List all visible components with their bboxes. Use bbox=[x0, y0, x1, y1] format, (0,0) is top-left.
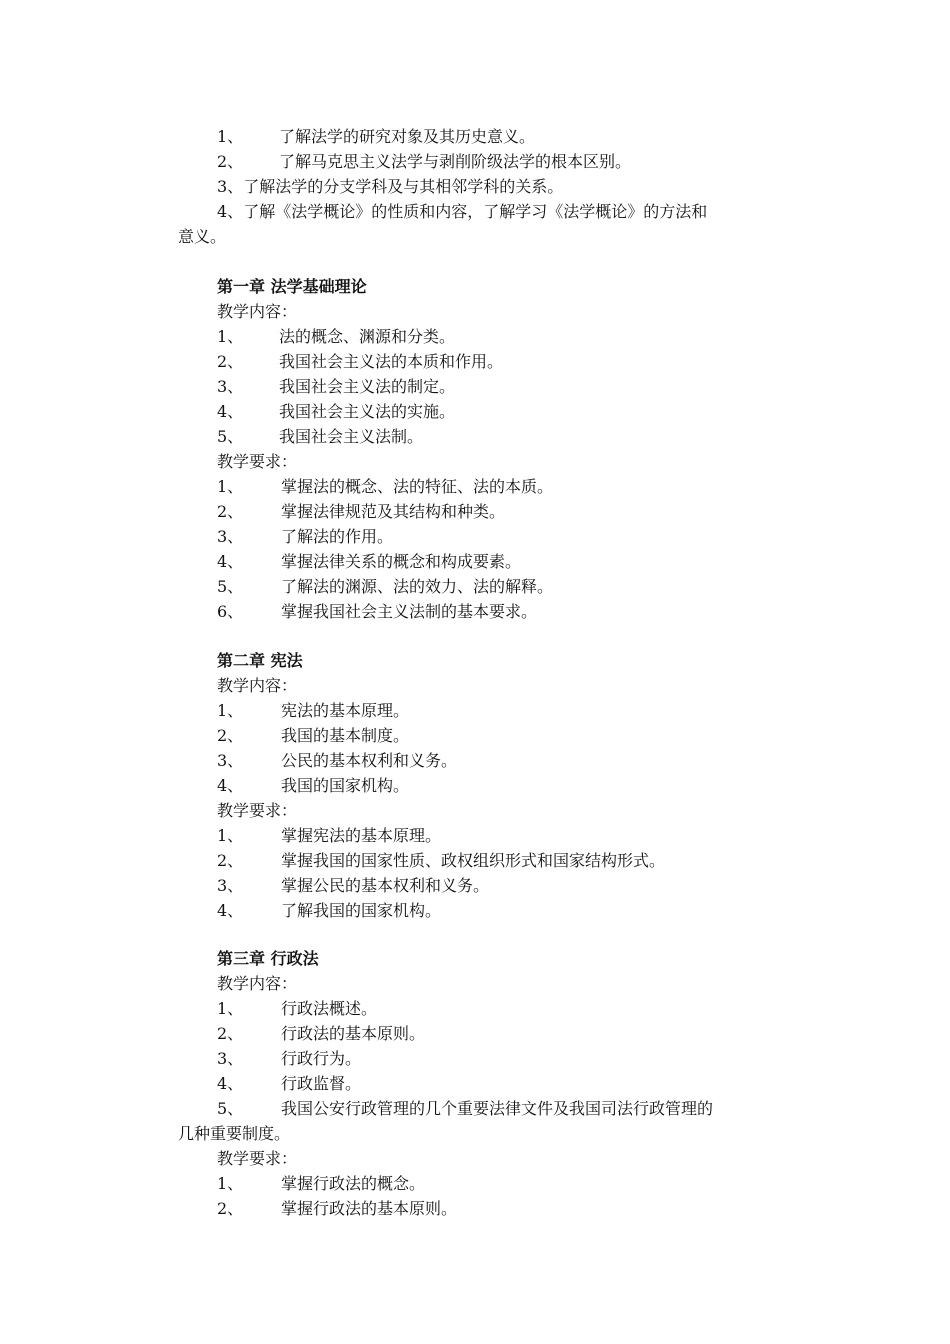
item-number: 4、 bbox=[217, 901, 244, 920]
list-item-continuation: 意义。 bbox=[178, 227, 227, 246]
section-label: 教学内容： bbox=[217, 974, 298, 993]
item-number: 6、 bbox=[217, 602, 244, 621]
list-item bbox=[178, 898, 818, 923]
item-number: 2、 bbox=[217, 352, 244, 371]
list-item bbox=[178, 823, 818, 848]
section-label: 教学要求： bbox=[217, 452, 298, 471]
chapter-title: 第一章 法学基础理论 bbox=[217, 277, 367, 296]
list-item bbox=[178, 698, 818, 723]
list-item bbox=[178, 549, 818, 574]
item-text: 掌握我国的国家性质、政权组织形式和国家结构形式。 bbox=[281, 851, 666, 870]
intro-section bbox=[178, 124, 818, 249]
item-text: 掌握法律规范及其结构和种类。 bbox=[281, 502, 506, 521]
item-text: 行政法概述。 bbox=[281, 999, 378, 1018]
list-item bbox=[178, 374, 818, 399]
list-item bbox=[178, 199, 818, 224]
item-number: 1、 bbox=[217, 701, 244, 720]
item-number: 4、 bbox=[217, 552, 244, 571]
item-number: 1、 bbox=[217, 327, 244, 346]
list-item bbox=[178, 124, 818, 149]
item-text: 了解法的作用。 bbox=[281, 527, 394, 546]
item-number: 2、 bbox=[217, 1199, 244, 1218]
item-text: 我国社会主义法制。 bbox=[279, 427, 424, 446]
chapter-title: 第三章 行政法 bbox=[217, 949, 319, 968]
item-number: 1、 bbox=[217, 1174, 244, 1193]
list-item bbox=[178, 524, 818, 549]
list-item bbox=[178, 1171, 818, 1196]
item-number: 3、 bbox=[217, 527, 244, 546]
list-item bbox=[178, 399, 818, 424]
item-number: 4、 bbox=[217, 776, 244, 795]
list-item bbox=[178, 1196, 818, 1221]
list-item bbox=[178, 1096, 818, 1121]
item-text: 掌握行政法的概念。 bbox=[281, 1174, 426, 1193]
item-text: 了解法学的分支学科及与其相邻学科的关系。 bbox=[243, 177, 564, 196]
item-number: 1、 bbox=[217, 477, 244, 496]
item-text: 宪法的基本原理。 bbox=[281, 701, 410, 720]
item-number: 3、 bbox=[217, 177, 244, 196]
chapter-2-section bbox=[178, 648, 818, 923]
list-item bbox=[178, 499, 818, 524]
item-text: 掌握行政法的基本原则。 bbox=[281, 1199, 458, 1218]
item-text: 掌握公民的基本权利和义务。 bbox=[281, 876, 490, 895]
section-label: 教学要求： bbox=[217, 1149, 298, 1168]
item-number: 5、 bbox=[217, 427, 244, 446]
item-number: 4、 bbox=[217, 1074, 244, 1093]
item-number: 5、 bbox=[217, 577, 244, 596]
item-text: 了解马克思主义法学与剥削阶级法学的根本区别。 bbox=[279, 152, 632, 171]
item-number: 1、 bbox=[217, 999, 244, 1018]
item-number: 2、 bbox=[217, 1024, 244, 1043]
list-item bbox=[178, 474, 818, 499]
list-item bbox=[178, 848, 818, 873]
item-text: 了解法的渊源、法的效力、法的解释。 bbox=[281, 577, 554, 596]
item-number: 1、 bbox=[217, 826, 244, 845]
list-item bbox=[178, 599, 818, 624]
item-text: 掌握我国社会主义法制的基本要求。 bbox=[281, 602, 538, 621]
list-item-continuation: 几种重要制度。 bbox=[178, 1124, 291, 1143]
chapter-3-section bbox=[178, 946, 818, 1221]
item-text: 掌握法的概念、法的特征、法的本质。 bbox=[281, 477, 554, 496]
item-number: 2、 bbox=[217, 152, 244, 171]
chapter-title: 第二章 宪法 bbox=[217, 651, 303, 670]
item-text: 掌握法律关系的概念和构成要素。 bbox=[281, 552, 522, 571]
item-number: 2、 bbox=[217, 851, 244, 870]
item-number: 1、 bbox=[217, 127, 244, 146]
list-item bbox=[178, 574, 818, 599]
item-number: 5、 bbox=[217, 1099, 244, 1118]
list-item bbox=[178, 149, 818, 174]
list-item bbox=[178, 1021, 818, 1046]
item-text: 法的概念、渊源和分类。 bbox=[279, 327, 456, 346]
item-text: 了解法学的研究对象及其历史意义。 bbox=[279, 127, 536, 146]
item-text: 我国社会主义法的制定。 bbox=[279, 377, 456, 396]
item-number: 4、 bbox=[217, 202, 244, 221]
list-item bbox=[178, 174, 818, 199]
section-label: 教学内容： bbox=[217, 676, 298, 695]
list-item bbox=[178, 773, 818, 798]
item-number: 3、 bbox=[217, 751, 244, 770]
list-item bbox=[178, 424, 818, 449]
section-label: 教学要求： bbox=[217, 801, 298, 820]
item-text: 我国公安行政管理的几个重要法律文件及我国司法行政管理的 bbox=[281, 1099, 714, 1118]
list-item bbox=[178, 996, 818, 1021]
list-item bbox=[178, 723, 818, 748]
item-text: 了解《法学概论》的性质和内容，了解学习《法学概论》的方法和 bbox=[243, 202, 708, 221]
item-number: 3、 bbox=[217, 876, 244, 895]
item-text: 我国的国家机构。 bbox=[281, 776, 410, 795]
item-number: 4、 bbox=[217, 402, 244, 421]
item-number: 3、 bbox=[217, 377, 244, 396]
item-text: 行政行为。 bbox=[281, 1049, 362, 1068]
item-text: 我国社会主义法的本质和作用。 bbox=[279, 352, 504, 371]
item-text: 公民的基本权利和义务。 bbox=[281, 751, 458, 770]
list-item bbox=[178, 1071, 818, 1096]
item-text: 我国社会主义法的实施。 bbox=[279, 402, 456, 421]
item-number: 2、 bbox=[217, 502, 244, 521]
item-text: 行政监督。 bbox=[281, 1074, 362, 1093]
item-text: 我国的基本制度。 bbox=[281, 726, 410, 745]
item-text: 了解我国的国家机构。 bbox=[281, 901, 442, 920]
section-label: 教学内容： bbox=[217, 302, 298, 321]
list-item bbox=[178, 1046, 818, 1071]
list-item bbox=[178, 748, 818, 773]
list-item bbox=[178, 873, 818, 898]
item-number: 3、 bbox=[217, 1049, 244, 1068]
item-number: 2、 bbox=[217, 726, 244, 745]
item-text: 行政法的基本原则。 bbox=[281, 1024, 426, 1043]
item-text: 掌握宪法的基本原理。 bbox=[281, 826, 442, 845]
list-item bbox=[178, 324, 818, 349]
list-item bbox=[178, 349, 818, 374]
chapter-1-section bbox=[178, 274, 818, 624]
